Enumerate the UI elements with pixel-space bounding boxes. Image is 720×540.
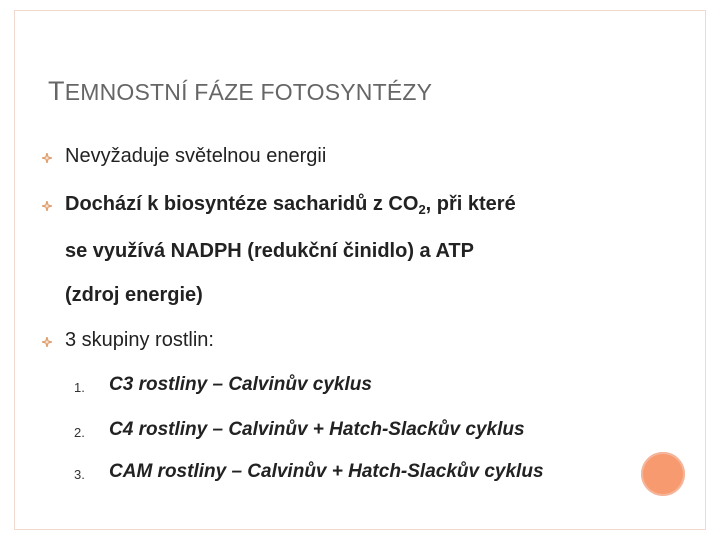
list-item-3: CAM rostliny – Calvinův + Hatch-Slackův cyklus: [109, 461, 544, 482]
decorative-circle: [641, 452, 685, 496]
bullet-2-line-2: se využívá NADPH (redukční činidlo) a ATP: [65, 240, 474, 262]
bullet-1-text: Nevyžaduje světelnou energii: [65, 145, 327, 167]
slide-title: [48, 76, 432, 107]
list-item-2: C4 rostliny – Calvinův + Hatch-Slackův cyklus: [109, 419, 525, 440]
list-number: 2.: [74, 425, 85, 440]
list-number: 3.: [74, 467, 85, 482]
title-rest: EMNOSTNÍ FÁZE FOTOSYNTÉZY: [64, 79, 433, 105]
star-bullet-icon: [42, 153, 52, 163]
bullet-2-subscript: 2: [418, 202, 426, 217]
bullet-2-line-1: [65, 193, 516, 216]
star-bullet-icon: [42, 337, 52, 347]
list-item-1: C3 rostliny – Calvinův cyklus: [109, 374, 372, 395]
bullet-2-text-b: , při které: [425, 193, 516, 215]
bullet-2-text-a: Dochází k biosyntéze sacharidů z CO: [65, 193, 419, 215]
list-number: 1.: [74, 380, 85, 395]
title-initial: T: [48, 76, 65, 106]
star-bullet-icon: [42, 201, 52, 211]
bullet-2-line-3: (zdroj energie): [65, 284, 203, 306]
bullet-3-text: 3 skupiny rostlin:: [65, 329, 214, 351]
